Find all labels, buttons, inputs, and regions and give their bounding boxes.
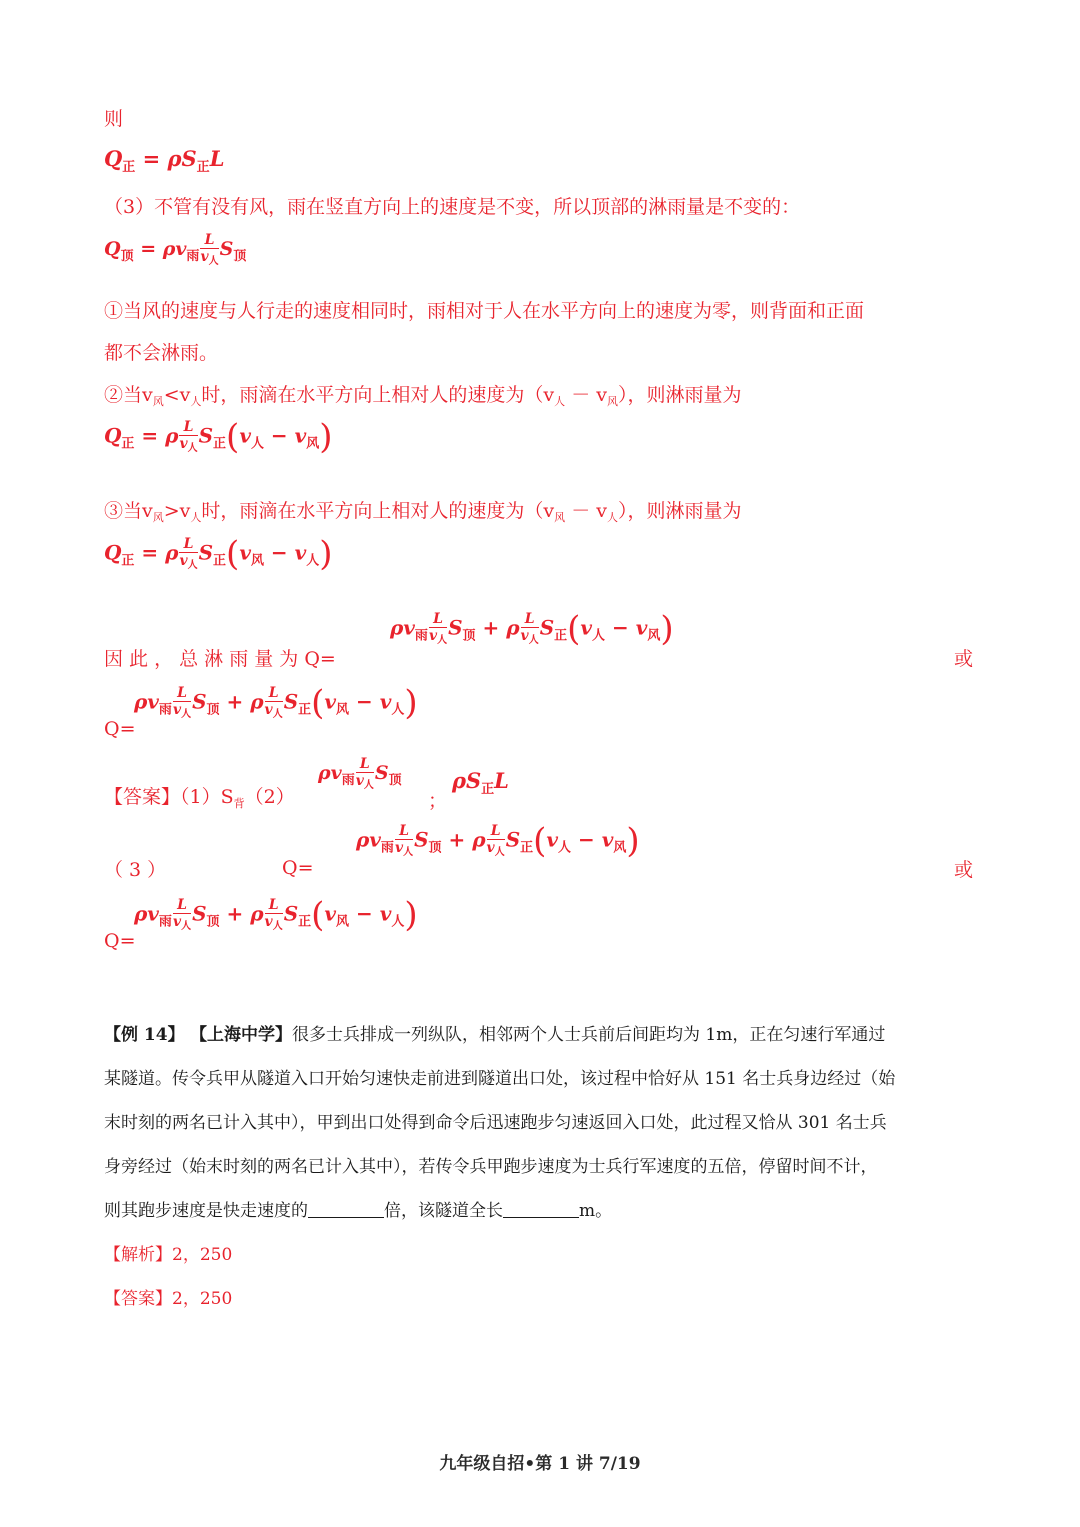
text-q-eq-3: Q= xyxy=(104,930,136,952)
analysis-line: 【解析】2，250 xyxy=(104,1245,233,1265)
text-case2: ②当$v_风<v_人$时，雨滴在水平方向上相对人的速度为$(v_人 - v_风)$，则淋雨量为 xyxy=(104,384,742,408)
formula-q-top: $Q_顶 = \rho v_雨$ $\frac{L}{v_人}$ $S_顶$ xyxy=(104,232,247,267)
text-or-1: 或 xyxy=(954,648,974,670)
text-therefore: 因 此 ， 总 淋 雨 量 为 Q= xyxy=(104,648,336,670)
example-line-5: 则其跑步速度是快走速度的 倍，该隧道全长 m。 xyxy=(104,1201,613,1221)
answer-line: 【答案】2，250 xyxy=(104,1289,233,1309)
formula-q-front-case3: $Q_正 = \rho$ $\frac{L}{v_人}$ $S_正(v_风 - v_人)$ xyxy=(104,534,333,574)
answer-line-3-label: （ 3 ） xyxy=(104,859,167,881)
blank-1[interactable] xyxy=(308,1201,384,1218)
formula-answer-total-2: $\rho v_雨$ $\frac{L}{v_人}$ $S_顶 + \rho$ $\frac{L}{v_人}$ $S_正(v_风 - v_人)$ xyxy=(134,895,418,935)
text-or-2: 或 xyxy=(954,859,974,881)
text-case3: ③当$v_风>v_人$时，雨滴在水平方向上相对人的速度为$(v_风 - v_人)$，则淋雨量为 xyxy=(104,500,742,524)
example-line-2: 某隧道。传令兵甲从隧道入口开始匀速快走前进到隧道出口处，该过程中恰好从 151 名士兵身边经过（始 xyxy=(104,1069,896,1089)
page-footer: 九年级自招•第 1 讲 7/19 xyxy=(439,1454,641,1474)
formula-answer-front: $\rho S_正L$ xyxy=(452,768,509,797)
text-case1-cont: 都不会淋雨。 xyxy=(104,342,219,364)
formula-total-1: $\rho v_雨$ $\frac{L}{v_人}$ $S_顶 + \rho$ $\frac{L}{v_人}$ $S_正(v_人 - v_风)$ xyxy=(390,609,674,649)
text-q-eq-1: Q= xyxy=(104,718,136,740)
formula-q-front-case2: $Q_正 = \rho$ $\frac{L}{v_人}$ $S_正(v_人 - v_风)$ xyxy=(104,417,333,457)
formula-total-2: $\rho v_雨$ $\frac{L}{v_人}$ $S_顶 + \rho$ $\frac{L}{v_人}$ $S_正(v_风 - v_人)$ xyxy=(134,683,418,723)
example-line-3: 末时刻的两名已计入其中），甲到出口处得到命令后迅速跑步匀速返回入口处，此过程又恰从 301 名士兵 xyxy=(104,1113,887,1133)
answer-line-1: 【答案】$(1)S_背(2)$ xyxy=(104,786,295,810)
formula-answer-top: $\rho v_雨$ $\frac{L}{v_人}$ $S_顶$ xyxy=(318,756,402,791)
formula-answer-total-1: $\rho v_雨$ $\frac{L}{v_人}$ $S_顶 + \rho$ $\frac{L}{v_人}$ $S_正(v_人 - v_风)$ xyxy=(356,821,640,861)
example-line-4: 身旁经过（始末时刻的两名已计入其中），若传令兵甲跑步速度为士兵行军速度的五倍，停留时间不计， xyxy=(104,1157,878,1177)
text-case1: ①当风的速度与人行走的速度相同时，雨相对于人在水平方向上的速度为零，则背面和正面 xyxy=(104,300,865,322)
text-part3: （3）不管有没有风，雨在竖直方向上的速度是不变，所以顶部的淋雨量是不变的： xyxy=(104,196,801,218)
example-line-1: 【例 14】 【上海中学】很多士兵排成一列纵队，相邻两个人士兵前后间距均为 1m，正在匀速行军通过 xyxy=(104,1025,886,1045)
formula-q-front: $Q_正 = \rho S_正L$ xyxy=(104,146,225,175)
blank-2[interactable] xyxy=(503,1201,579,1218)
text-answer-semicolon: ； xyxy=(428,790,448,812)
text-then: 则 xyxy=(104,108,124,130)
text-q-eq-2: Q= xyxy=(282,857,314,879)
